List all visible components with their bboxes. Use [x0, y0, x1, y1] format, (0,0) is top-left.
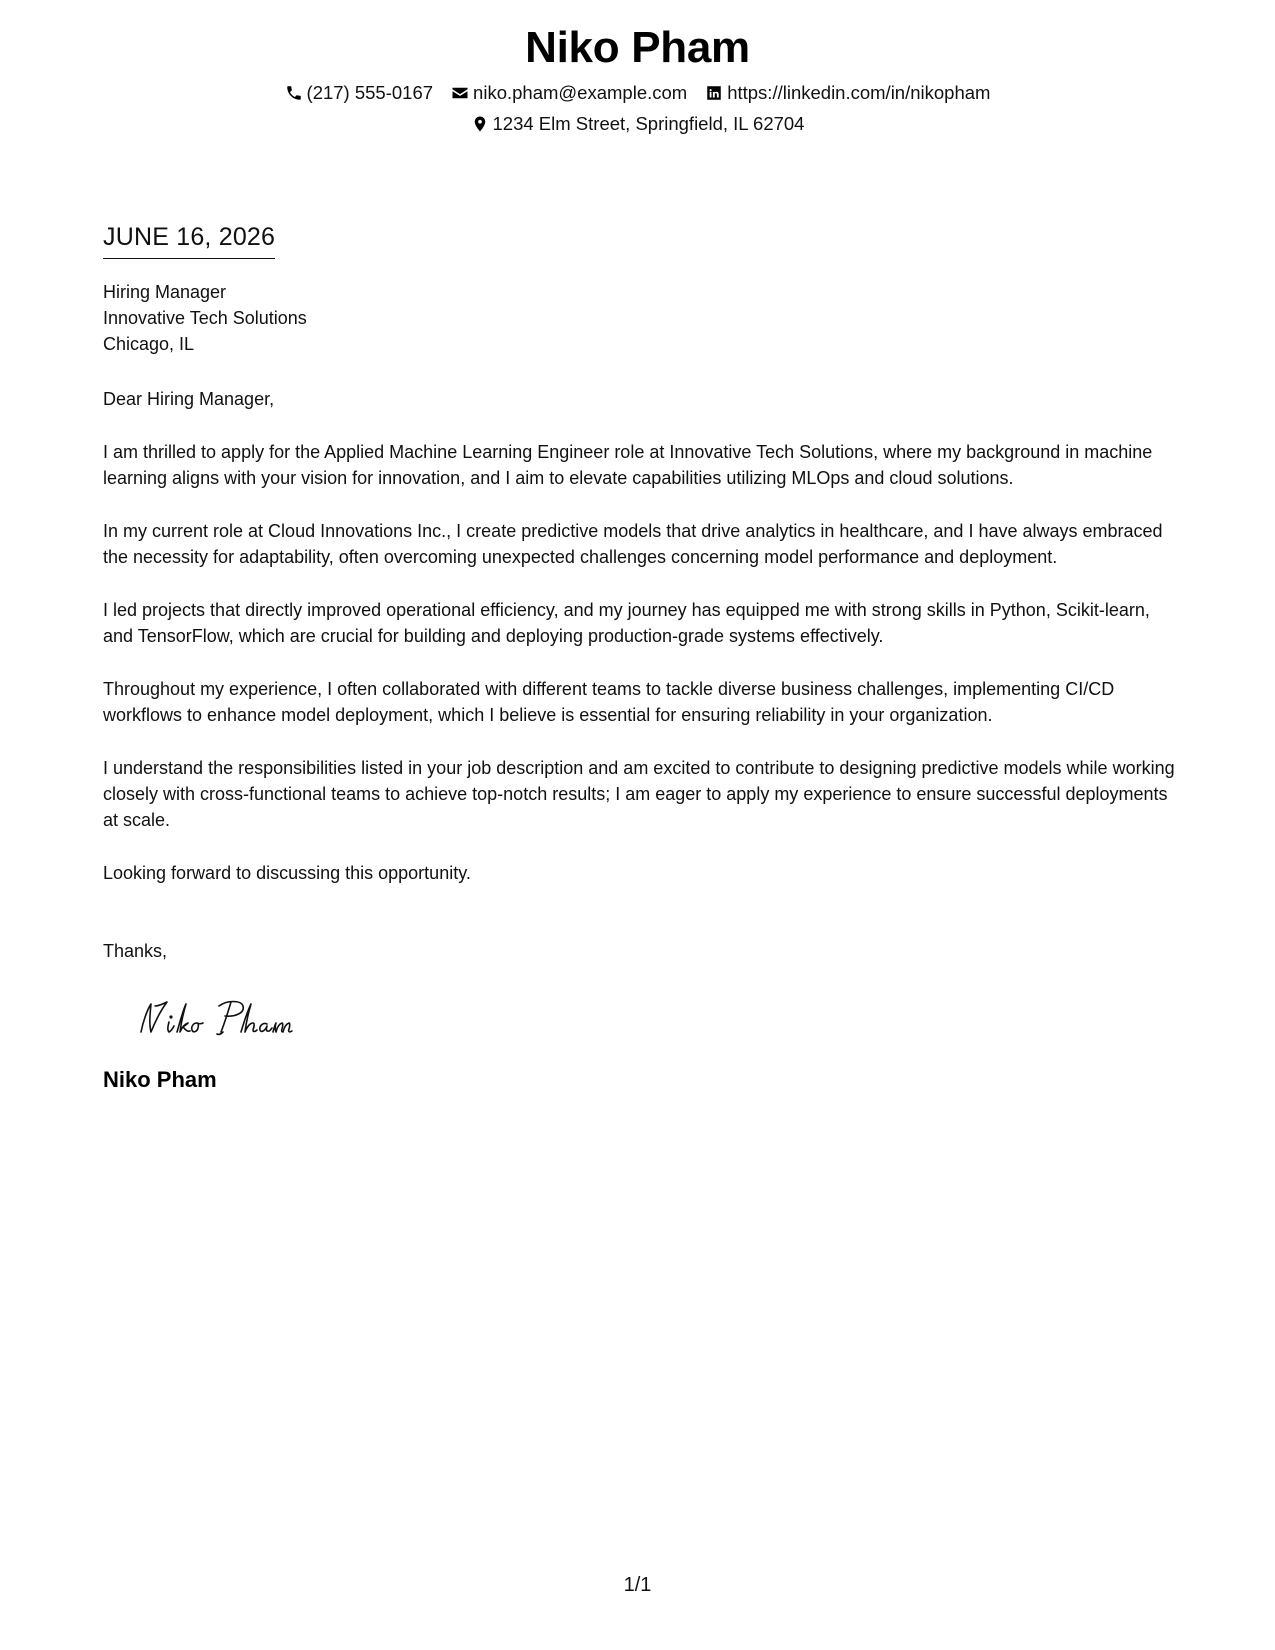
body-paragraph-3: I led projects that directly improved operational efficiency, and my journey has equipped me with strong skills in Python, Scikit-learn, and TensorFlow, which are crucial for building and deploying production-grade systems effectively. [103, 600, 1150, 646]
phone-icon [285, 84, 303, 102]
applicant-name: Niko Pham [525, 23, 750, 72]
salutation: Dear Hiring Manager, [103, 389, 275, 409]
address-text: 1234 Elm Street, Springfield, IL 62704 [492, 113, 805, 134]
closing-line: Looking forward to discussing this opportunity. [103, 863, 471, 883]
body-paragraph-4: Throughout my experience, I often collaborated with different teams to tackle diverse business challenges, implementing CI/CD workflows to enhance model deployment, which I believe is essential for ensuring reliability in your organization. [103, 679, 1115, 725]
signoff: Thanks, [103, 941, 168, 961]
handwritten-signature [133, 992, 333, 1048]
body-paragraph-2: In my current role at Cloud Innovations Inc., I create predictive models that drive analytics in healthcare, and I have always embraced the necessity for adaptability, often overcoming unexpected challenges concerning model performance and deployment. [103, 521, 1163, 567]
recipient-location: Chicago, IL [103, 334, 195, 354]
envelope-icon [451, 84, 469, 102]
body-paragraph-1: I am thrilled to apply for the Applied Machine Learning Engineer role at Innovative Tech Solutions, where my background in machine learning aligns with your vision for innovation, and I aim to elevate capabilities utilizing MLOps and cloud solutions. [103, 442, 1153, 488]
email-text[interactable]: niko.pham@example.com [473, 82, 688, 103]
contact-row-primary [0, 80, 1275, 106]
signed-name: Niko Pham [103, 1067, 217, 1092]
map-pin-icon [471, 115, 489, 133]
page-number: 1/1 [623, 1574, 652, 1596]
body-paragraph-5: I understand the responsibilities listed in your job description and am excited to contribute to designing predictive models while working closely with cross-functional teams to achieve top-notch results; I am eager to apply my experience to ensure successful deployments at scale. [103, 758, 1175, 830]
contact-linkedin[interactable] [705, 80, 990, 106]
letter-body [103, 220, 1178, 1094]
contact-row-address [0, 111, 1275, 137]
contact-phone [285, 80, 434, 106]
recipient-block [103, 279, 1178, 357]
linkedin-icon [705, 84, 723, 102]
recipient-company: Innovative Tech Solutions [103, 308, 307, 328]
recipient-title: Hiring Manager [103, 282, 227, 302]
contact-email[interactable] [451, 80, 687, 106]
letter-date: JUNE 16, 2026 [103, 220, 275, 259]
phone-text: (217) 555-0167 [306, 82, 434, 103]
linkedin-url[interactable]: https://linkedin.com/in/nikopham [727, 82, 991, 103]
contact-address [471, 111, 805, 137]
letter-header [0, 20, 1275, 137]
